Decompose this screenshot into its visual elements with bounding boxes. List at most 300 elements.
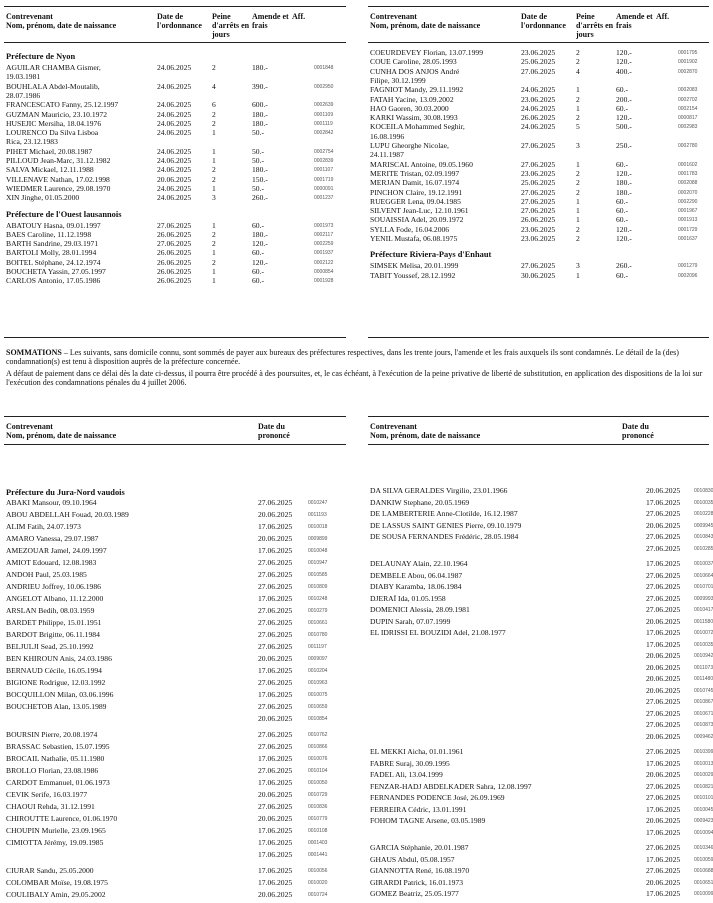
- row-date: 20.06.2025: [646, 486, 681, 495]
- header-rule: [4, 42, 346, 43]
- row-date: 20.06.2025: [157, 174, 192, 184]
- row-amende: 60.-: [616, 196, 629, 206]
- row-date: 27.06.2025: [258, 730, 293, 739]
- row-peine: 1: [212, 267, 216, 276]
- row-aff: 0010075: [308, 692, 328, 698]
- row-amende: 120.-: [252, 239, 268, 249]
- row-aff: 0001729: [678, 226, 698, 233]
- row-name: BOURSIN Pierre, 20.08.1974: [6, 730, 98, 739]
- row-name: ALIM Fatih, 24.07.1973: [6, 522, 81, 531]
- row-aff: 0010830: [694, 488, 713, 494]
- row-date: 20.06.2025: [258, 714, 293, 723]
- row-name: SALVA Mickael, 12.11.1988: [6, 165, 94, 175]
- header-date-prononce: Date du prononcé: [258, 422, 290, 440]
- row-aff: 0001783: [678, 170, 698, 177]
- row-name: COLOMBAR Moïse, 19.08.1975: [6, 878, 108, 887]
- row-aff: 0001973: [314, 222, 334, 229]
- row-amende: 60.-: [616, 215, 629, 225]
- row-name: LUPU Gheorghe Nicolae,: [370, 141, 449, 150]
- sommations-notice: [6, 348, 708, 390]
- header-rule: [368, 444, 709, 445]
- row-date: 24.06.2025: [157, 100, 192, 110]
- row-aff: 0010664: [694, 572, 713, 579]
- row-aff: 0010029: [694, 772, 713, 778]
- row-aff: 0001403: [308, 840, 328, 846]
- row-peine: 2: [576, 48, 580, 57]
- row-aff: 0010050: [308, 780, 328, 786]
- row-aff: 0010779: [308, 816, 328, 822]
- row-aff: 0001795: [678, 50, 698, 56]
- row-amende: 60.-: [616, 206, 629, 216]
- header-nom: Nom, prénom, date de naissance: [370, 431, 481, 440]
- header-rule: [368, 337, 709, 338]
- row-name: FATAH Yacine, 13.09.2002: [370, 94, 454, 104]
- row-name: BROCAIL Nathalie, 05.11.1980: [6, 754, 105, 763]
- row-name: ANGELOT Albano, 11.12.2000: [6, 594, 104, 603]
- row-name: COEURDEVEY Florian, 13.07.1999: [370, 48, 483, 57]
- row-date: 20.06.2025: [646, 674, 681, 683]
- row-aff: 0002154: [678, 105, 698, 112]
- row-date: 17.06.2025: [258, 878, 293, 887]
- row-date: 17.06.2025: [258, 522, 293, 531]
- row-date: 27.06.2025: [258, 582, 293, 591]
- row-aff: 0011193: [308, 512, 327, 518]
- row-aff: 0001107: [314, 167, 334, 174]
- row-peine: 2: [576, 234, 580, 243]
- row-aff: 0001913: [678, 217, 698, 224]
- row-amende: 180.-: [252, 229, 268, 239]
- section-title: Préfecture de l'Ouest lausannois: [6, 209, 122, 219]
- row-amende: 60.-: [616, 103, 629, 113]
- row-aff: 0010013: [694, 760, 713, 767]
- header-rule: [368, 6, 709, 7]
- row-name: WIEDMER Laurence, 29.08.1970: [6, 183, 111, 193]
- row-amende: 120.-: [616, 224, 632, 234]
- row-name: VILLENAVE Nathan, 17.02.1998: [6, 174, 110, 184]
- row-aff: 0000091: [314, 185, 334, 192]
- row-aff: 0002754: [314, 148, 334, 155]
- row-aff: 0010729: [308, 792, 328, 798]
- header-peine: Peine d'arrêts en jours: [212, 12, 250, 39]
- row-date: 27.06.2025: [258, 618, 293, 627]
- row-name: GHAUS Abdul, 05.08.1957: [370, 854, 455, 864]
- row-amende: 500.-: [616, 122, 632, 132]
- notice-para-1: [6, 348, 708, 366]
- row-name: AMEZOUAR Jamel, 24.09.1997: [6, 546, 107, 555]
- row-name: CHOUPIN Murielle, 23.09.1965: [6, 826, 106, 835]
- row-aff: 0010866: [308, 744, 328, 750]
- row-aff: 0010963: [308, 680, 328, 686]
- row-date: 17.06.2025: [258, 666, 293, 675]
- notice-para-2: A défaut de paiement dans ce délai dès la date ci-dessus, il pourra être procédé à des poursuites, et, le cas échéant, à l'exécution de la peine privative de liberté de substitution, en application des dispositions de la loi sur l'exécution des condamnations pénales du 4 juillet 2006.: [6, 369, 703, 387]
- row-date: 20.06.2025: [646, 520, 681, 530]
- row-aff: 0010873: [694, 722, 713, 728]
- row-aff: 0001967: [678, 208, 698, 215]
- header-nom: Nom, prénom, date de naissance: [6, 431, 117, 440]
- row-name: MERITE Tristan, 02.09.1997: [370, 168, 460, 178]
- row-name: FOHOM TAGNE Arsene, 03.05.1989: [370, 816, 486, 825]
- row-name: GIRARDI Patrick, 16.01.1973: [370, 877, 464, 887]
- row-aff: 0000817: [678, 115, 698, 122]
- row-aff: 0002950: [314, 83, 334, 90]
- row-peine: 1: [576, 196, 580, 206]
- row-date: 27.06.2025: [646, 781, 681, 791]
- row-aff: 0002083: [678, 87, 698, 94]
- row-name: BARDET Philippe, 15.01.1951: [6, 618, 102, 627]
- row-aff: 0010346: [694, 845, 713, 851]
- row-aff: 0001848: [314, 65, 334, 71]
- row-name: SYLLA Fode, 16.04.2006: [370, 224, 450, 234]
- row-name: CHIROUTTE Laurence, 01.06.1970: [6, 814, 118, 823]
- row-aff: 0002088: [678, 180, 698, 187]
- row-aff: 0010059: [694, 856, 713, 863]
- row-date: 27.06.2025: [258, 802, 293, 811]
- row-date: 24.06.2025: [157, 81, 192, 91]
- row-amende: 50.-: [252, 128, 265, 138]
- row-aff: 0002780: [678, 143, 698, 149]
- row-name: BRASSAC Sebastien, 15.07.1995: [6, 742, 110, 751]
- row-aff: 0002259: [314, 241, 334, 248]
- row-name: AMIOT Edouard, 12.08.1983: [6, 558, 97, 567]
- row-date: 24.06.2025: [157, 165, 192, 175]
- row-aff: 0010037: [694, 561, 713, 567]
- row-name: CUNHA DOS ANJOS André: [370, 66, 460, 76]
- row-aff: 0010248: [308, 596, 328, 602]
- row-aff: 0010745: [694, 687, 713, 694]
- row-aff: 0010035: [694, 499, 713, 506]
- row-date: 17.06.2025: [646, 497, 681, 507]
- row-name: DA SILVA GERALDES Virgilio, 23.01.1966: [370, 486, 508, 495]
- row-peine: 1: [212, 156, 216, 165]
- header-contrevenant: Contrevenant: [370, 12, 417, 21]
- row-date: 25.06.2025: [521, 178, 556, 188]
- row-name: ANDRIEU Joffrey, 10.06.1986: [6, 582, 101, 591]
- row-aff: 0000854: [314, 269, 334, 275]
- row-name: BOITEL Stéphane, 24.12.1974: [6, 257, 101, 267]
- row-date: 27.06.2025: [646, 708, 681, 718]
- row-date: 26.06.2025: [521, 113, 556, 123]
- row-name: DOMENICI Alessia, 28.09.1981: [370, 605, 470, 614]
- row-date: 27.06.2025: [521, 187, 556, 197]
- row-date: 27.06.2025: [258, 742, 293, 751]
- row-date: 17.06.2025: [258, 838, 293, 847]
- row-date: 27.06.2025: [258, 606, 293, 615]
- row-date: 24.06.2025: [157, 118, 192, 128]
- row-aff: 0009097: [308, 656, 328, 662]
- row-date: 27.06.2025: [646, 509, 681, 518]
- row-aff: 0010659: [308, 704, 328, 710]
- row-name: MERJAN Damit, 16.07.1974: [370, 178, 460, 188]
- row-name-cont: 24.11.1987: [370, 150, 404, 160]
- header-peine: Peine d'arrêts en jours: [576, 12, 614, 39]
- row-name: PILLOUD Jean-Marc, 31.12.1982: [6, 156, 111, 165]
- row-aff: 0002842: [314, 130, 334, 137]
- row-peine: 1: [212, 183, 216, 193]
- row-peine: 1: [212, 276, 216, 286]
- row-date: 27.06.2025: [646, 697, 681, 706]
- row-amende: 60.-: [252, 220, 265, 230]
- row-peine: 3: [212, 193, 216, 203]
- row-peine: 1: [576, 103, 580, 113]
- header-date-ordonnance: Date de l'ordonnance: [157, 12, 202, 30]
- row-aff: 0002122: [314, 259, 334, 266]
- notice-lead: SOMMATIONS: [6, 348, 62, 357]
- row-name: AGUILAR CHAMBA Gismer,: [6, 63, 101, 72]
- row-aff: 0010035: [694, 641, 713, 648]
- row-aff: 0002096: [678, 272, 698, 279]
- row-name: BAES Caroline, 11.12.1998: [6, 229, 92, 239]
- row-date: 17.06.2025: [646, 827, 681, 837]
- row-date: 20.06.2025: [258, 814, 293, 823]
- row-amende: 120.-: [616, 168, 632, 178]
- row-date: 27.06.2025: [258, 702, 293, 711]
- row-aff: 0010947: [308, 560, 328, 566]
- row-name: YENIL Mustafa, 06.08.1975: [370, 234, 458, 243]
- row-name: COUE Caroline, 28.05.1993: [370, 57, 457, 67]
- row-peine: 2: [212, 229, 216, 239]
- row-aff: 0001902: [678, 59, 698, 66]
- row-amende: 60.-: [616, 159, 629, 169]
- row-date: 27.06.2025: [646, 720, 681, 729]
- row-aff: 0001637: [678, 236, 698, 242]
- header-rule: [368, 416, 709, 417]
- row-aff: 0010843: [694, 534, 713, 540]
- row-date: 27.06.2025: [258, 642, 293, 651]
- row-name: AMARO Vanessa, 29.07.1987: [6, 534, 99, 543]
- row-name-cont: Filipe, 30.12.1999: [370, 75, 426, 85]
- notice-text-1: – Les suivants, sans domicile connu, sont sommés de payer aux bureaux des préfectures respectives, dans les trente jours, l'amende et les frais auxquels ils sont condamnés. Le détail de la (des) condamnation(s) est tenu à disposition auprès de la préfecture concernée.: [6, 348, 679, 366]
- row-name: SILVENT Jean-Luc, 12.10.1961: [370, 206, 469, 216]
- row-aff: 0011480: [694, 676, 713, 682]
- row-aff: 0001119: [314, 120, 333, 127]
- header-date-prononce: Date du prononcé: [622, 422, 654, 440]
- row-peine: 4: [212, 81, 216, 91]
- row-name-cont: 16.08.1996: [370, 131, 405, 141]
- row-amende: 50.-: [252, 146, 265, 156]
- row-peine: 2: [576, 57, 580, 67]
- row-amende: 400.-: [616, 66, 632, 76]
- row-amende: 60.-: [616, 270, 629, 280]
- row-date: 17.06.2025: [258, 850, 293, 859]
- row-amende: 180.-: [252, 109, 268, 119]
- row-peine: 1: [576, 159, 580, 169]
- row-aff: 0009899: [308, 536, 328, 542]
- row-peine: 2: [212, 239, 216, 249]
- row-aff: 0001928: [314, 278, 334, 285]
- row-peine: 3: [576, 261, 580, 271]
- row-date: 20.06.2025: [646, 816, 681, 825]
- row-name: RUEGGER Lena, 09.04.1985: [370, 196, 461, 206]
- row-amende: 60.-: [252, 276, 265, 286]
- row-date: 27.06.2025: [521, 66, 556, 76]
- row-aff: 0002983: [678, 124, 698, 131]
- row-date: 27.06.2025: [258, 766, 293, 775]
- row-date: 17.06.2025: [646, 639, 681, 649]
- row-date: 20.06.2025: [646, 770, 681, 779]
- row-name: DELAUNAY Alain, 22.10.1964: [370, 559, 468, 568]
- row-aff: 0010099: [694, 891, 713, 897]
- row-date: 27.06.2025: [646, 605, 681, 614]
- row-aff: 0010094: [694, 829, 713, 836]
- row-name: FRANCESCATO Fanny, 25.12.1997: [6, 100, 119, 110]
- row-date: 17.06.2025: [646, 758, 681, 768]
- row-aff: 0002870: [678, 68, 698, 75]
- row-amende: 250.-: [616, 141, 632, 150]
- row-date: 30.06.2025: [521, 270, 556, 280]
- row-date: 17.06.2025: [258, 594, 293, 603]
- row-aff: 0010101: [694, 795, 713, 801]
- row-aff: 0011073: [694, 664, 713, 671]
- row-amende: 200.-: [616, 94, 632, 104]
- row-date: 26.06.2025: [157, 267, 192, 276]
- row-date: 26.06.2025: [521, 215, 556, 225]
- row-name-cont: 28.07.1986: [6, 90, 41, 100]
- row-name: BOUCHETOB Alan, 13.05.1989: [6, 702, 107, 711]
- row-name: EL IDRISSI EL BOUZIDI Adel, 21.08.1977: [370, 628, 506, 637]
- row-aff: 0002117: [314, 231, 334, 238]
- row-name: FABRE Suraj, 30.09.1995: [370, 758, 450, 768]
- row-date: 17.06.2025: [646, 804, 681, 814]
- row-aff: 0010724: [308, 892, 328, 898]
- row-name: BIGIONE Rodrigue, 12.03.1992: [6, 678, 106, 687]
- header-amende: Amende et frais: [252, 12, 289, 30]
- row-amende: 180.-: [616, 187, 632, 197]
- row-name: ARSLAN Bedih, 08.03.1959: [6, 606, 95, 615]
- row-name: DIABY Karamba, 18.06.1984: [370, 582, 462, 591]
- row-name: CIMIOTTA Jérémy, 19.09.1985: [6, 838, 104, 847]
- row-date: 25.06.2025: [521, 57, 556, 67]
- row-date: 27.06.2025: [258, 570, 293, 579]
- row-aff: 0010228: [694, 511, 713, 517]
- row-date: 17.06.2025: [258, 690, 293, 699]
- row-aff: 0001237: [314, 195, 334, 202]
- row-name: BERNAUD Cécile, 16.05.1994: [6, 666, 102, 675]
- section-title: Préfecture Riviera-Pays d'Enhaut: [370, 250, 492, 260]
- row-aff: 0009462: [694, 733, 713, 740]
- row-aff: 0010204: [308, 668, 328, 674]
- row-aff: 0002839: [314, 158, 334, 164]
- row-name: GUZMAN Mauricio, 23.10.1972: [6, 109, 108, 119]
- row-name: FERNANDES PODENCE José, 26.09.1969: [370, 793, 505, 802]
- header-rule: [368, 42, 709, 43]
- row-date: 27.06.2025: [157, 239, 192, 249]
- row-aff: 0009993: [694, 595, 713, 602]
- row-aff: 0010045: [694, 806, 713, 813]
- row-amende: 180.-: [252, 165, 268, 175]
- row-aff: 0009945: [694, 522, 713, 529]
- row-peine: 2: [212, 118, 216, 128]
- row-amende: 180.-: [252, 63, 268, 72]
- row-name: CARLOS Antonio, 17.05.1986: [6, 276, 101, 286]
- row-peine: 5: [576, 122, 580, 132]
- row-peine: 1: [576, 215, 580, 225]
- row-date: 17.06.2025: [258, 546, 293, 555]
- row-amende: 150.-: [252, 174, 268, 184]
- row-name: BARTH Sandrine, 29.03.1971: [6, 239, 99, 249]
- top-left-table: [0, 0, 350, 340]
- row-name: ABAKI Mansour, 09.10.1964: [6, 498, 97, 507]
- row-date: 20.06.2025: [258, 790, 293, 799]
- row-name: BARTOLI Molly, 28.01.1994: [6, 248, 97, 258]
- row-aff: 0010076: [308, 756, 328, 762]
- row-name: BOCQUILLON Milan, 03.06.1996: [6, 690, 114, 699]
- row-date: 27.06.2025: [258, 558, 293, 567]
- row-name: BROLLO Florian, 23.08.1986: [6, 766, 99, 775]
- row-aff: 0010072: [694, 630, 713, 636]
- row-name: LOURENCO Da Silva Lisboa: [6, 128, 99, 138]
- row-aff: 0010585: [308, 572, 328, 578]
- row-name: PIHET Michael, 20.08.1987: [6, 146, 93, 156]
- row-aff: 0011580: [694, 618, 713, 625]
- row-peine: 1: [212, 146, 216, 156]
- row-peine: 1: [212, 248, 216, 258]
- row-aff: 0002070: [678, 189, 698, 196]
- row-amende: 180.-: [252, 118, 268, 128]
- row-name: KOCEILA Mohammed Seghir,: [370, 122, 465, 132]
- row-amende: 50.-: [252, 183, 265, 193]
- row-date: 24.06.2025: [521, 122, 556, 132]
- row-date: 27.06.2025: [646, 843, 681, 852]
- row-date: 20.06.2025: [646, 731, 681, 741]
- row-aff: 0010108: [308, 828, 328, 834]
- row-name: ABOU ABDELLAH Fouad, 20.03.1989: [6, 510, 129, 519]
- row-aff: 0010701: [694, 584, 713, 590]
- row-name: BARDOT Brigitte, 06.11.1984: [6, 630, 100, 639]
- row-aff: 0010247: [308, 500, 328, 506]
- bottom-right-table: [364, 412, 713, 903]
- header-rule: [4, 444, 346, 445]
- row-name: CARDOT Emmanuel, 01.06.1973: [6, 778, 110, 787]
- row-aff: 0010020: [308, 880, 328, 886]
- row-date: 17.06.2025: [258, 778, 293, 787]
- header-nom: Nom, prénom, date de naissance: [6, 21, 117, 30]
- row-name: KARKI Wassim, 30.08.1993: [370, 113, 458, 123]
- row-name-cont: Rica, 23.12.1983: [6, 137, 58, 147]
- row-name: GIANNOTTA René, 16.08.1970: [370, 866, 470, 875]
- row-name: ABATOUY Hasna, 09.01.1997: [6, 220, 101, 230]
- row-name: CEVIK Serife, 16.03.1977: [6, 790, 88, 799]
- row-peine: 2: [212, 174, 216, 184]
- row-aff: 0001937: [314, 250, 334, 257]
- row-aff: 0002290: [678, 198, 698, 205]
- row-name: MARISCAL Antoine, 09.05.1960: [370, 159, 473, 169]
- row-name: ANDOH Paul, 25.03.1985: [6, 570, 87, 579]
- row-date: 27.06.2025: [258, 498, 293, 507]
- row-name: SOUAISSIA Adel, 20.09.1972: [370, 215, 464, 225]
- row-name: DANKIW Stephane, 20.05.1969: [370, 497, 470, 507]
- row-peine: 3: [576, 141, 580, 150]
- row-peine: 4: [576, 66, 580, 76]
- row-amende: 260.-: [252, 193, 268, 203]
- row-name: GARCIA Stéphanie, 20.01.1987: [370, 843, 469, 852]
- section-title: Préfecture du Jura-Nord vaudois: [6, 488, 125, 497]
- row-date: 27.06.2025: [646, 532, 681, 541]
- row-aff: 0010671: [694, 710, 713, 717]
- row-aff: 0001279: [678, 263, 698, 270]
- row-name: DJERAÏ Ida, 01.05.1958: [370, 593, 446, 603]
- row-date: 24.06.2025: [157, 146, 192, 156]
- row-aff: 0010018: [308, 524, 328, 530]
- row-date: 17.06.2025: [646, 559, 681, 568]
- row-date: 20.06.2025: [258, 654, 293, 663]
- top-right-table: [364, 0, 713, 340]
- row-aff: 0010854: [308, 716, 328, 722]
- row-date: 27.06.2025: [646, 866, 681, 875]
- row-date: 27.06.2025: [521, 141, 556, 150]
- header-nom: Nom, prénom, date de naissance: [370, 21, 481, 30]
- row-date: 24.06.2025: [521, 103, 556, 113]
- row-date: 17.06.2025: [646, 628, 681, 637]
